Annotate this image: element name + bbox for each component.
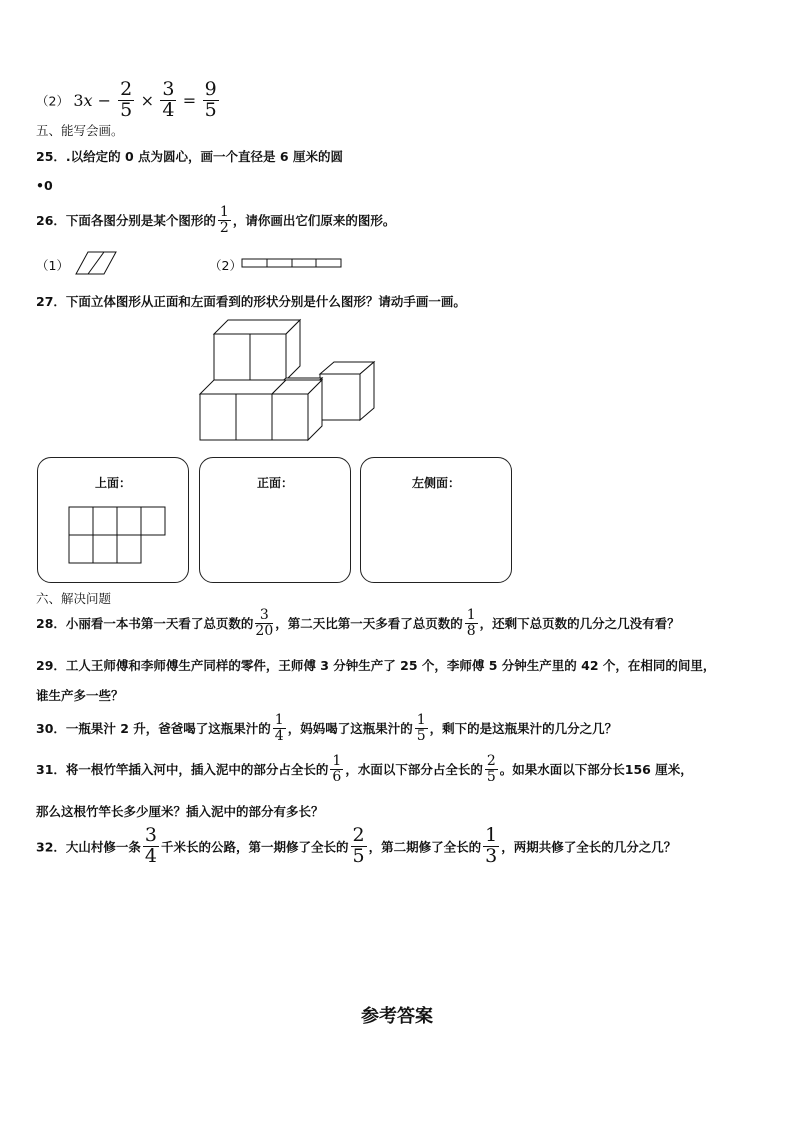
- minus-sign: −: [97, 90, 112, 110]
- question-29-line-1: 29．工人王师傅和李师傅生产同样的零件，王师傅 3 分钟生产了 25 个，李师傅 5 分钟生产里的 42 个，在相同的间里，: [36, 658, 716, 673]
- fraction: $\frac{3}{4}$: [162, 78, 175, 121]
- question-25: 25．.以给定的 0 点为圆心，画一个直径是 6 厘米的圆: [36, 149, 343, 164]
- center-point-label: •0: [36, 178, 53, 193]
- question-30: 30．一瓶果汁 2 升，爸爸喝了这瓶果汁的 $\frac{1}{4}$ ，妈妈喝了这瓶果汁的 $\frac{1}{5}$ ，剩下的是这瓶果汁的几分之几？: [36, 712, 618, 744]
- variable: x: [83, 90, 93, 110]
- front-view-label: 正面：: [256, 476, 293, 490]
- fraction: $\frac{1}{4}$: [274, 712, 284, 744]
- question-31-line-2: 那么这根竹竿长多少厘米？插入泥中的部分有多长？: [36, 804, 324, 819]
- section-5-heading: 五、能写会画。: [36, 123, 124, 138]
- question-28: 28．小丽看一本书第一天看了总页数的 $\frac{3}{20}$ ，第二天比第一天多看了总页数的 $\frac{1}{8}$ ，还剩下总页数的几分之几没有看？: [36, 607, 680, 639]
- q26-label-1: （1）: [36, 258, 69, 273]
- top-view-label: 上面：: [94, 476, 131, 490]
- fraction: $\frac{2}{5}$: [352, 824, 365, 867]
- fraction: $\frac{9}{5}$: [204, 78, 217, 121]
- times-sign: ×: [140, 90, 154, 110]
- equation-label: （2）: [36, 93, 69, 109]
- question-32: 32．大山村修一条 $\frac{3}{4}$ 千米长的公路，第一期修了全长的 $\frac{2}{5}$ ，第二期修了全长的 $\frac{1}{3}$ ，两期共修了全长的几分之几？: [36, 824, 677, 867]
- top-view-grid: [68, 506, 168, 566]
- fraction: $\frac{1}{3}$: [485, 824, 498, 867]
- strip-half-figure: [241, 257, 343, 269]
- q26-label-2: （2）: [209, 258, 242, 273]
- cube-stack-figure: [196, 316, 380, 444]
- fraction: $\frac{3}{4}$: [144, 824, 157, 867]
- question-27: 27．下面立体图形从正面和左面看到的形状分别是什么图形？请动手画一画。: [36, 294, 466, 309]
- equals-sign: =: [182, 90, 197, 110]
- fraction: $\frac{1}{5}$: [416, 712, 426, 744]
- left-view-box[interactable]: [360, 457, 512, 583]
- question-31-line-1: 31．将一根竹竿插入河中，插入泥中的部分占全长的 $\frac{1}{6}$ ，水面以下部分占全长的 $\frac{2}{5}$ 。如果水面以下部分长156 厘米，: [36, 753, 693, 785]
- answer-section-title: 参考答案: [361, 1006, 433, 1027]
- top-view-box: [37, 457, 189, 583]
- front-view-box[interactable]: [199, 457, 351, 583]
- fraction: $\frac{1}{8}$: [466, 607, 476, 639]
- fraction: $\frac{2}{5}$: [120, 78, 133, 121]
- equation-body: [73, 91, 116, 110]
- fraction: $\frac{1}{6}$: [332, 753, 342, 785]
- question-29-line-2: 谁生产多一些？: [36, 688, 124, 703]
- fraction: $\frac{2}{5}$: [486, 753, 496, 785]
- parallelogram-half-figure: [74, 250, 118, 276]
- coef: 3: [73, 90, 84, 110]
- left-view-label: 左侧面：: [411, 476, 460, 490]
- question-26: 26．下面各图分别是某个图形的 $\frac{1}{2}$ ，请你画出它们原来的图形。: [36, 204, 396, 236]
- section-6-heading: 六、解决问题: [36, 591, 112, 606]
- fraction: $\frac{1}{2}$: [219, 204, 229, 236]
- fraction: $\frac{3}{20}$: [255, 607, 274, 639]
- equation-2: [36, 80, 221, 121]
